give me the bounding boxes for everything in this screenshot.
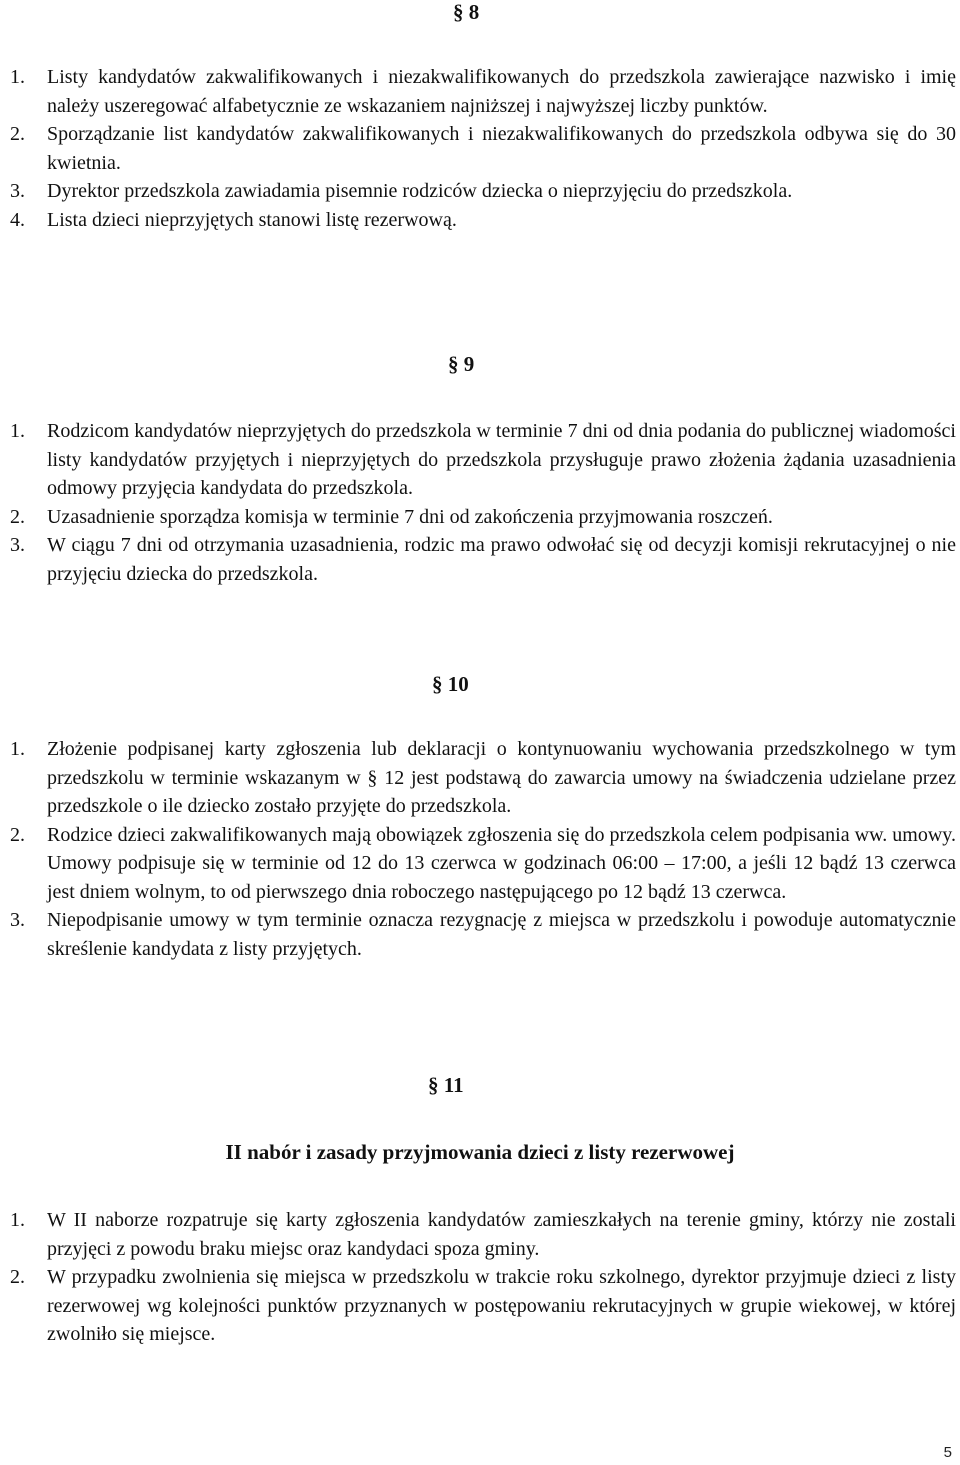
list-item (10, 120, 956, 177)
list-item (10, 906, 956, 963)
list-item (10, 531, 956, 588)
item-number: 2. (10, 123, 25, 145)
list-item (10, 206, 956, 235)
section-heading-8: § 8 (453, 0, 480, 24)
item-number: 3. (10, 180, 25, 202)
item-text: Sporządzanie list kandydatów zakwalifikowanych i niezakwalifikowanych do przedszkola odbywa się do 30 kwietnia. (47, 123, 956, 174)
section-10-list (10, 735, 956, 963)
item-text: W II naborze rozpatruje się karty zgłoszenia kandydatów zamieszkałych na terenie gminy, którzy nie zostali przyjęci z powodu braku miejsc oraz kandydaci spoza gminy. (47, 1209, 956, 1260)
item-text: Rodzicom kandydatów nieprzyjętych do przedszkola w terminie 7 dni od dnia podania do publicznej wiadomości listy kandydatów przyjętych i nieprzyjętych do przedszkola przysługuje prawo złożenia żądania uzasadnienia odmowy przyjęcia kandydata do przedszkola. (47, 420, 956, 499)
section-heading-10: § 10 (432, 672, 469, 696)
item-number: 3. (10, 534, 25, 556)
item-number: 3. (10, 909, 25, 931)
section-heading-11: § 11 (428, 1073, 464, 1097)
list-item (10, 821, 956, 907)
list-item (10, 417, 956, 503)
item-number: 1. (10, 1209, 25, 1231)
page-number: 5 (943, 1444, 952, 1461)
item-number: 2. (10, 823, 25, 846)
list-item (10, 177, 956, 206)
item-text: Uzasadnienie sporządza komisja w terminie 7 dni od zakończenia przyjmowania roszczeń. (47, 505, 773, 528)
section-11-list (10, 1206, 956, 1349)
item-number: 2. (10, 1266, 25, 1288)
item-text: Listy kandydatów zakwalifikowanych i niezakwalifikowanych do przedszkola zawierające nazwisko i imię należy uszeregować alfabetycznie ze wskazaniem najniższej i najwyższej liczby punktów. (47, 66, 956, 117)
section-heading-9: § 9 (448, 352, 475, 376)
item-text: Lista dzieci nieprzyjętych stanowi listę rezerwową. (47, 208, 457, 231)
item-text: Rodzice dzieci zakwalifikowanych mają obowiązek zgłoszenia się do przedszkola celem podpisania ww. umowy. Umowy podpisuje się w terminie od 12 do 13 czerwca w godzinach 06:00 – 17:00, a jeśli 12 bądź 13 czerwca jest dniem wolnym, to od pierwszego dnia roboczego następującego po 12 bądź 13 czerwca. (47, 823, 956, 903)
section-9-list (10, 417, 956, 588)
section-title: II nabór i zasady przyjmowania dzieci z listy rezerwowej (225, 1140, 735, 1164)
item-number: 4. (10, 208, 25, 231)
item-text: Złożenie podpisanej karty zgłoszenia lub deklaracji o kontynuowaniu wychowania przedszkolnego w tym przedszkolu w terminie wskazanym w § 12 jest podstawą do zawarcia umowy na świadczenia udzielane przez przedszkole o ile dziecko zostało przyjęte do przedszkola. (47, 738, 956, 817)
item-text: W ciągu 7 dni od otrzymania uzasadnienia, rodzic ma prawo odwołać się od decyzji komisji rekrutacyjnej o nie przyjęciu dziecka do przedszkola. (47, 534, 956, 585)
item-text: Niepodpisanie umowy w tym terminie oznacza rezygnację z miejsca w przedszkolu i powoduje automatycznie skreślenie kandydata z listy przyjętych. (47, 909, 956, 960)
item-number: 1. (10, 738, 25, 760)
item-text: Dyrektor przedszkola zawiadamia pisemnie rodziców dziecka o nieprzyjęciu do przedszkola. (47, 180, 793, 202)
list-item (10, 1206, 956, 1263)
item-number: 1. (10, 420, 25, 442)
item-number: 2. (10, 505, 25, 528)
list-item (10, 503, 956, 532)
list-item (10, 735, 956, 821)
list-item (10, 1263, 956, 1349)
list-item (10, 63, 956, 120)
item-text: W przypadku zwolnienia się miejsca w przedszkolu w trakcie roku szkolnego, dyrektor przyjmuje dzieci z listy rezerwowej wg kolejności punktów przyznanych w postępowaniu rekrutacyjnych w grupie wiekowej, w której zwolniło się miejsce. (47, 1266, 956, 1345)
item-number: 1. (10, 66, 25, 88)
section-8-list (10, 63, 956, 234)
